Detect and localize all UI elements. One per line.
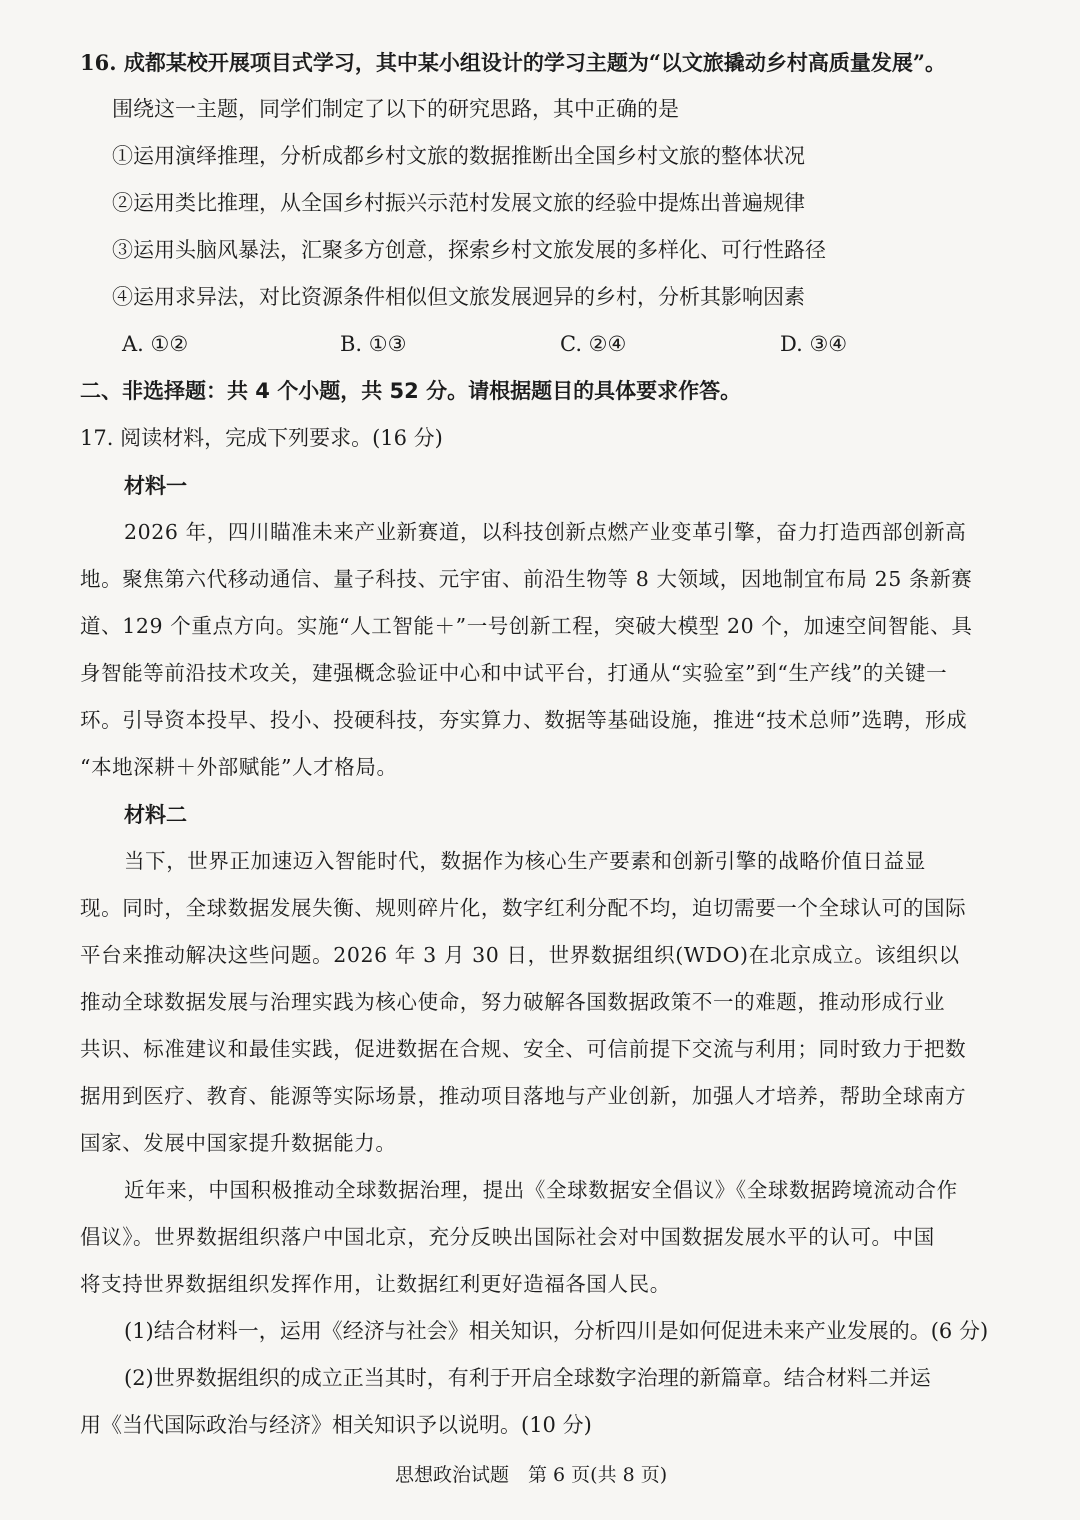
material-2-line: 据用到医疗、教育、能源等实际场景，推动项目落地与产业创新，加强人才培养，帮助全球南方: [80, 1084, 967, 1108]
material-1-line: 环。引导资本投早、投小、投硬科技，夯实算力、数据等基础设施，推进“技术总师”选聘，形成: [80, 708, 968, 732]
material-2-line: 共识、标准建议和最佳实践，促进数据在合规、安全、可信前提下交流与利用；同时致力于把数: [80, 1037, 967, 1061]
material-2b-line: 倡议》。世界数据组织落户中国北京，充分反映出国际社会对中国数据发展水平的认可。中国: [80, 1225, 935, 1249]
q16-option-d: D. ③④: [780, 332, 848, 356]
q16-item-4: ④运用求异法，对比资源条件相似但文旅发展迥异的乡村，分析其影响因素: [112, 285, 805, 309]
material-2b-line: 将支持世界数据组织发挥作用，让数据红利更好造福各国人民。: [80, 1272, 671, 1296]
material-2-line: 现。同时，全球数据发展失衡、规则碎片化，数字红利分配不均，迫切需要一个全球认可的国际: [80, 896, 967, 920]
q16-stem-line2: 围绕这一主题，同学们制定了以下的研究思路，其中正确的是: [112, 97, 679, 121]
material-2-title: 材料二: [124, 803, 187, 827]
material-2-line: 平台来推动解决这些问题。2026 年 3 月 30 日，世界数据组织(WDO)在北京成立。该组织以: [80, 943, 960, 967]
q16-option-a: A. ①②: [122, 332, 189, 356]
q16-option-c: C. ②④: [560, 332, 627, 356]
material-1-line: “本地深耕＋外部赋能”人才格局。: [80, 755, 398, 779]
q16-item-1: ①运用演绎推理，分析成都乡村文旅的数据推断出全国乡村文旅的整体状况: [112, 144, 805, 168]
material-2-line: 推动全球数据发展与治理实践为核心使命，努力破解各国数据政策不一的难题，推动形成行业: [80, 990, 946, 1014]
material-1-line: 地。聚焦第六代移动通信、量子科技、元宇宙、前沿生物等 8 大领域，因地制宜布局 25 条新赛: [80, 567, 973, 591]
q16-item-3: ③运用头脑风暴法，汇聚多方创意，探索乡村文旅发展的多样化、可行性路径: [112, 238, 826, 262]
material-1-line: 2026 年，四川瞄准未来产业新赛道，以科技创新点燃产业变革引擎，奋力打造西部创新高: [124, 520, 967, 544]
q16-option-b: B. ①③: [340, 332, 407, 356]
section-heading-nonchoice: 二、非选择题：共 4 个小题，共 52 分。请根据题目的具体要求作答。: [80, 379, 742, 403]
page-footer: 思想政治试题 第 6 页(共 8 页): [395, 1464, 668, 1486]
q17-subquestion-1: (1)结合材料一，运用《经济与社会》相关知识，分析四川是如何促进未来产业发展的。(6 分): [124, 1319, 989, 1343]
material-2-line: 国家、发展中国家提升数据能力。: [80, 1131, 397, 1155]
material-1-title: 材料一: [124, 474, 187, 498]
q17-stem: 17. 阅读材料，完成下列要求。(16 分): [80, 426, 443, 450]
q16-item-2: ②运用类比推理，从全国乡村振兴示范村发展文旅的经验中提炼出普遍规律: [112, 191, 805, 215]
q16-stem-line1: 16. 成都某校开展项目式学习，其中某小组设计的学习主题为“以文旅撬动乡村高质量发展”。: [80, 50, 947, 75]
material-1-line: 身智能等前沿技术攻关，建强概念验证中心和中试平台，打通从“实验室”到“生产线”的关键一: [80, 661, 948, 685]
material-2-line: 当下，世界正加速迈入智能时代，数据作为核心生产要素和创新引擎的战略价值日益显: [124, 849, 926, 873]
material-1-line: 道、129 个重点方向。实施“人工智能＋”一号创新工程，突破大模型 20 个，加速空间智能、具: [80, 614, 973, 638]
q17-subquestion-2-line1: (2)世界数据组织的成立正当其时，有利于开启全球数字治理的新篇章。结合材料二并运: [124, 1366, 931, 1390]
material-2b-line: 近年来，中国积极推动全球数据治理，提出《全球数据安全倡议》《全球数据跨境流动合作: [124, 1178, 958, 1202]
q17-subquestion-2-line2: 用《当代国际政治与经济》相关知识予以说明。(10 分): [80, 1413, 592, 1437]
